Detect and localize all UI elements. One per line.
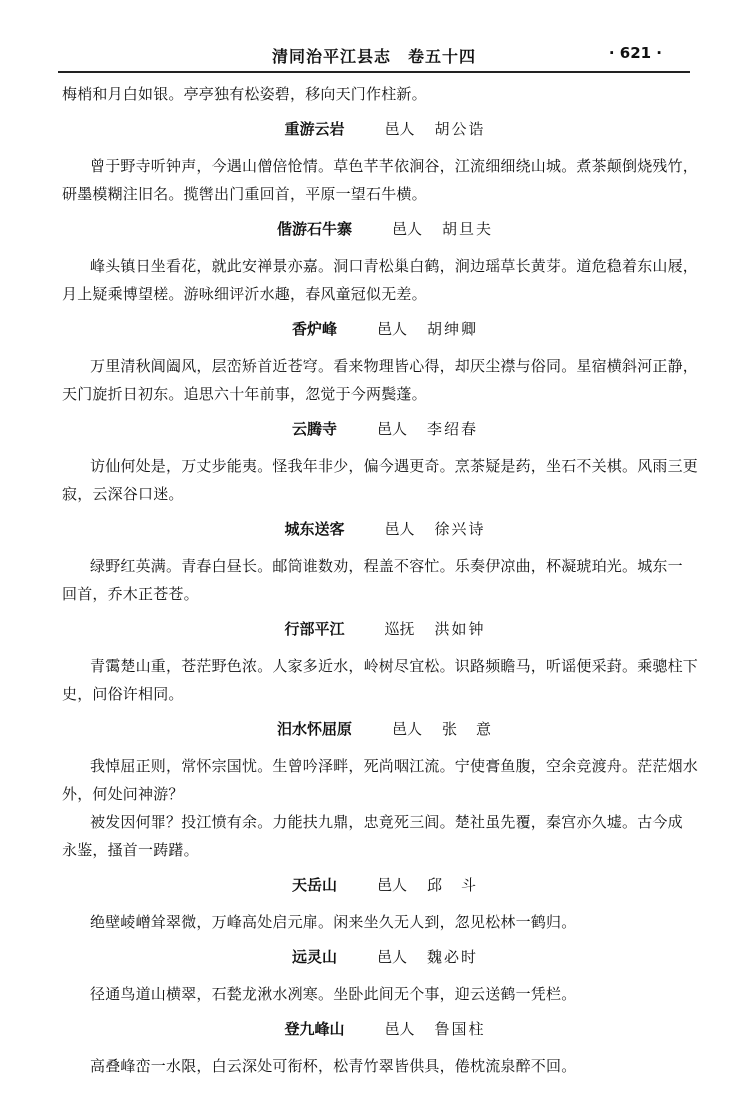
poem-author: 李绍春 — [427, 420, 479, 438]
poem-name: 重游云岩 — [284, 120, 345, 138]
poem-line: 访仙何处是，万丈步能夷。怪我年非少，偏今遇更奇。烹茶疑是药，坐石不关棋。风雨三更 — [90, 457, 699, 475]
page-header — [58, 40, 690, 70]
poem-title — [90, 112, 680, 146]
poem-author: 邱 斗 — [427, 876, 479, 894]
poem-author: 胡旦夫 — [442, 220, 494, 238]
poem-line: 峰头镇日坐看花，就此安禅景亦嘉。洞口青松巢白鹤，涧边瑶草长黄芽。道危稳着东山屐， — [90, 257, 699, 275]
continued-poem-line: 梅梢和月白如银。亭亭独有松姿碧，移向天门作柱新。 — [62, 85, 427, 103]
poem-line: 万里清秋阊阖风，层峦矫首近苍穹。看来物理皆心得，却厌尘襟与俗同。星宿横斜河正静， — [90, 357, 699, 375]
poem-author: 洪如钟 — [434, 620, 486, 638]
poem-line: 径通鸟道山横翠，石甃龙湫水冽寒。坐卧此间无个事，迎云送鹤一凭栏。 — [90, 985, 577, 1003]
poem-title — [90, 868, 680, 902]
poem-author-origin: 邑人 — [376, 876, 407, 894]
poem-line: 月上疑乘博望槎。游咏细评沂水趣，春风童冠似无差。 — [62, 285, 427, 303]
poem-line: 高叠峰峦一水限，白云深处可衔杯，松青竹翠皆供具，倦枕流泉醉不回。 — [90, 1057, 577, 1075]
poem-line: 绿野红英满。青春白昼长。邮筒谁数劝，程盖不容忙。乐奏伊凉曲，杯凝琥珀光。城东一 — [90, 557, 683, 575]
poem-author-origin: 邑人 — [384, 520, 415, 538]
poem-name: 登九峰山 — [284, 1020, 345, 1038]
poem-title — [90, 512, 680, 546]
poem-title — [90, 312, 680, 346]
page-number: · 621 · — [608, 44, 662, 62]
poem-line: 青霭楚山重，苍茫野色浓。人家多近水，岭树尽宜松。识路频瞻马，听谣便采葑。乘骢柱下 — [90, 657, 699, 675]
poem-author: 魏必时 — [427, 948, 479, 966]
poem-title — [90, 412, 680, 446]
poem-line: 绝壁崚嶒耸翠微，万峰高处启元扉。闲来坐久无人到，忽见松林一鹤归。 — [90, 913, 577, 931]
poem-title — [90, 1012, 680, 1046]
poem-author-origin: 邑人 — [384, 120, 415, 138]
poem-line: 寂，云深谷口迷。 — [62, 485, 184, 503]
poem-title — [90, 212, 680, 246]
poem-line: 研墨模糊注旧名。揽辔出门重回首，平原一望石牛横。 — [62, 185, 427, 203]
poem-author-origin: 邑人 — [376, 948, 407, 966]
poem-line: 史，问俗许相同。 — [62, 685, 184, 703]
poem-line: 被发因何罪？投江愤有余。力能扶九鼎，忠竟死三闾。楚社虽先覆，秦宫亦久墟。古今成 — [90, 813, 683, 831]
poem-line: 永鉴，搔首一踌躇。 — [62, 841, 199, 859]
poem-name: 偕游石牛寨 — [276, 220, 352, 238]
poem-line: 曾于野寺听钟声，今遇山僧倍怆情。草色芊芊依涧谷，江流细细绕山城。煮茶颠倒烧残竹， — [90, 157, 699, 175]
poem-name: 汨水怀屈原 — [276, 720, 352, 738]
poem-name: 香炉峰 — [291, 320, 337, 338]
poem-author: 胡绅卿 — [427, 320, 479, 338]
poem-line: 我悼屈正则，常怀宗国忧。生曾吟泽畔，死尚咽江流。宁使膏鱼腹，空余竞渡舟。茫茫烟水 — [90, 757, 699, 775]
poem-title — [90, 712, 680, 746]
poem-name: 云腾寺 — [291, 420, 337, 438]
page-body — [62, 80, 699, 1080]
poem-author-origin: 邑人 — [384, 1020, 415, 1038]
poem-author: 徐兴诗 — [434, 520, 486, 538]
poem-name: 天岳山 — [291, 876, 337, 894]
poem-line: 外，何处问神游？ — [62, 785, 184, 803]
poem-title — [90, 612, 680, 646]
poem-line: 天门旋折日初东。追思六十年前事，忽觉于今两鬓蓬。 — [62, 385, 427, 403]
header-rule — [58, 71, 690, 73]
poem-name: 城东送客 — [284, 520, 345, 538]
poem-author-origin: 邑人 — [391, 720, 422, 738]
poem-author: 张 意 — [442, 720, 494, 738]
poem-author-origin: 巡抚 — [384, 620, 415, 638]
poem-line: 回首，乔木正苍苍。 — [62, 585, 199, 603]
poem-author: 胡公诰 — [434, 120, 486, 138]
poem-title — [90, 940, 680, 974]
poem-author-origin: 邑人 — [376, 420, 407, 438]
poem-author-origin: 邑人 — [376, 320, 407, 338]
poem-name: 远灵山 — [291, 948, 337, 966]
running-title: 清同治平江县志 卷五十四 — [271, 47, 476, 66]
poem-name: 行部平江 — [284, 620, 345, 638]
poem-author-origin: 邑人 — [391, 220, 422, 238]
poem-author: 鲁国柱 — [434, 1020, 486, 1038]
